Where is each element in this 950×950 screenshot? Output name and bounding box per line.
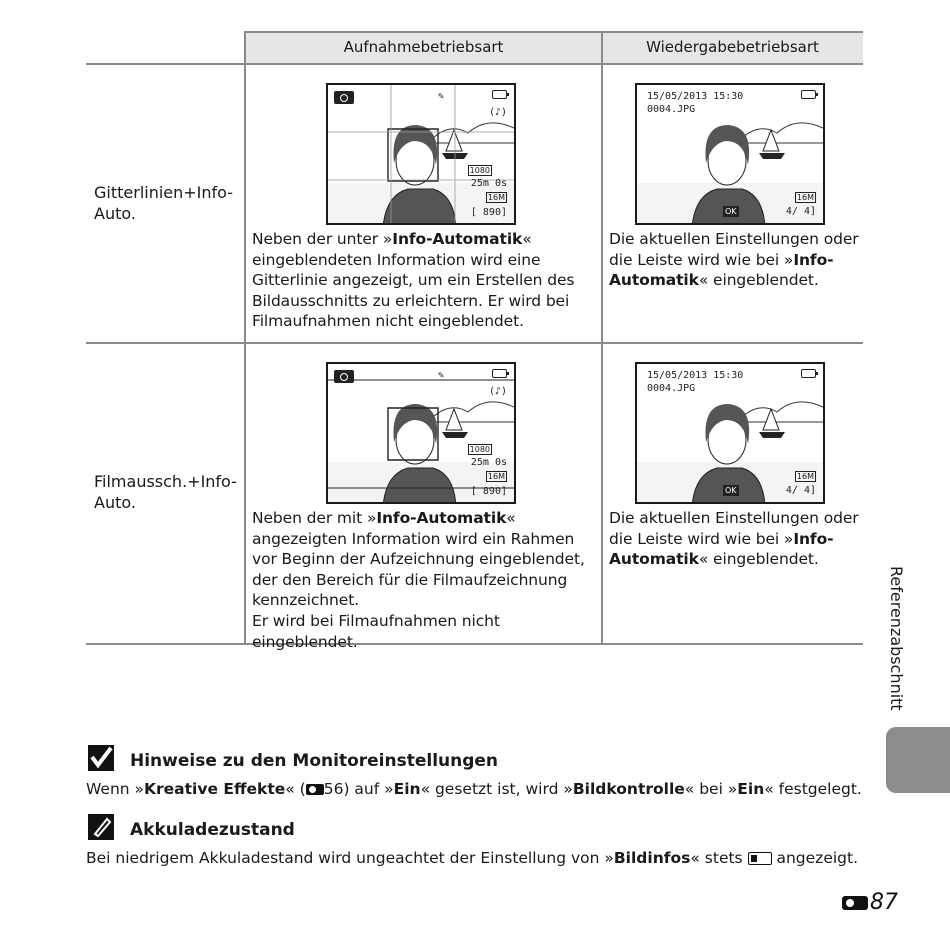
scene-illustration [328,364,516,504]
battery-icon [492,369,507,378]
file-name: 0004.JPG [647,104,696,115]
playback-screen-movie-frame [635,362,825,504]
row-label-grid: Gitterlinien+Info-Auto. [94,183,234,223]
playback-description-movie-frame: Die aktuellen Einstellungen oder die Leiste wird wie bei »Info-Automatik« eingeblendet. [609,509,859,569]
battery-icon [801,90,816,99]
image-size-badge: 16M [487,193,505,202]
reference-icon [842,896,868,910]
note-text-battery: Bei niedrigem Akkuladestand wird ungeachtet der Einstellung von »Bildinfos« stets angezeigt. [86,849,859,867]
frame-counter: 4/ 4] [785,206,816,217]
settings-table [86,31,863,651]
capture-datetime: 15/05/2013 15:30 [647,370,744,381]
file-name: 0004.JPG [647,383,696,394]
shooting-screen-grid [326,83,516,225]
reference-icon [306,784,324,795]
pencil-icon [88,814,114,840]
vr-icon: (♪) [488,386,507,397]
table-row-rule [86,342,863,344]
ok-button-icon: OK [725,486,737,495]
low-battery-icon [748,852,772,865]
image-size-badge: 16M [796,193,814,202]
frame-counter: 4/ 4] [785,485,816,496]
section-side-label: Referenzabschnitt [887,566,906,711]
header-playback-mode: Wiedergabebetriebsart [646,38,819,56]
effect-icon: ✎ [438,370,445,381]
battery-icon [801,369,816,378]
table-col-rule-2 [601,31,603,645]
shots-remaining: [ 890] [470,486,507,497]
ok-button-icon: OK [725,207,737,216]
effect-icon: ✎ [438,91,445,102]
image-size-badge: 16M [487,472,505,481]
remaining-time: 25m 0s [470,178,507,189]
movie-size-badge: 1080 [469,166,490,175]
shooting-description-grid: Neben der unter »Info-Automatik« eingeblendeten Information wird eine Gitterlinie angezeigt, um ein Erstellen des Bildausschnitts zu erleichtern. Er wird bei Filmaufnahmen nicht eingeblendet. [252,230,575,331]
table-header-rule [86,63,863,65]
section-tab [886,727,950,793]
capture-datetime: 15/05/2013 15:30 [647,91,744,102]
note-title-monitor: Hinweise zu den Monitoreinstellungen [130,751,499,771]
movie-size-badge: 1080 [469,445,490,454]
playback-description-grid: Die aktuellen Einstellungen oder die Leiste wird wie bei »Info-Automatik« eingeblendet. [609,230,859,290]
image-size-badge: 16M [796,472,814,481]
scene-illustration [328,85,516,225]
camera-mode-icon [334,370,354,383]
battery-icon [492,90,507,99]
page-number: 87 [842,890,898,915]
remaining-time: 25m 0s [470,457,507,468]
shooting-screen-movie-frame [326,362,516,504]
checkmark-icon [88,745,114,771]
table-top-rule [245,31,863,33]
note-title-battery: Akkuladezustand [130,820,295,840]
shots-remaining: [ 890] [470,207,507,218]
playback-screen-grid [635,83,825,225]
header-shooting-mode: Aufnahmebetriebsart [343,38,504,56]
table-col-rule-1 [244,31,246,645]
note-text-monitor: Wenn »Kreative Effekte« ( 56) auf »Ein« gesetzt ist, wird »Bildkontrolle« bei »Ein« festgelegt. [86,780,862,798]
row-label-movie-frame: Filmaussch.+Info-Auto. [94,472,237,512]
vr-icon: (♪) [488,107,507,118]
shooting-description-movie-frame: Neben der mit »Info-Automatik« angezeigten Information wird ein Rahmen vor Beginn der Aufzeichnung eingeblendet, der den Bereich für die Filmaufzeichnung kennzeichnet. Er wird bei Filmaufnahmen nicht eingeblendet. [252,509,585,651]
camera-mode-icon [334,91,354,104]
